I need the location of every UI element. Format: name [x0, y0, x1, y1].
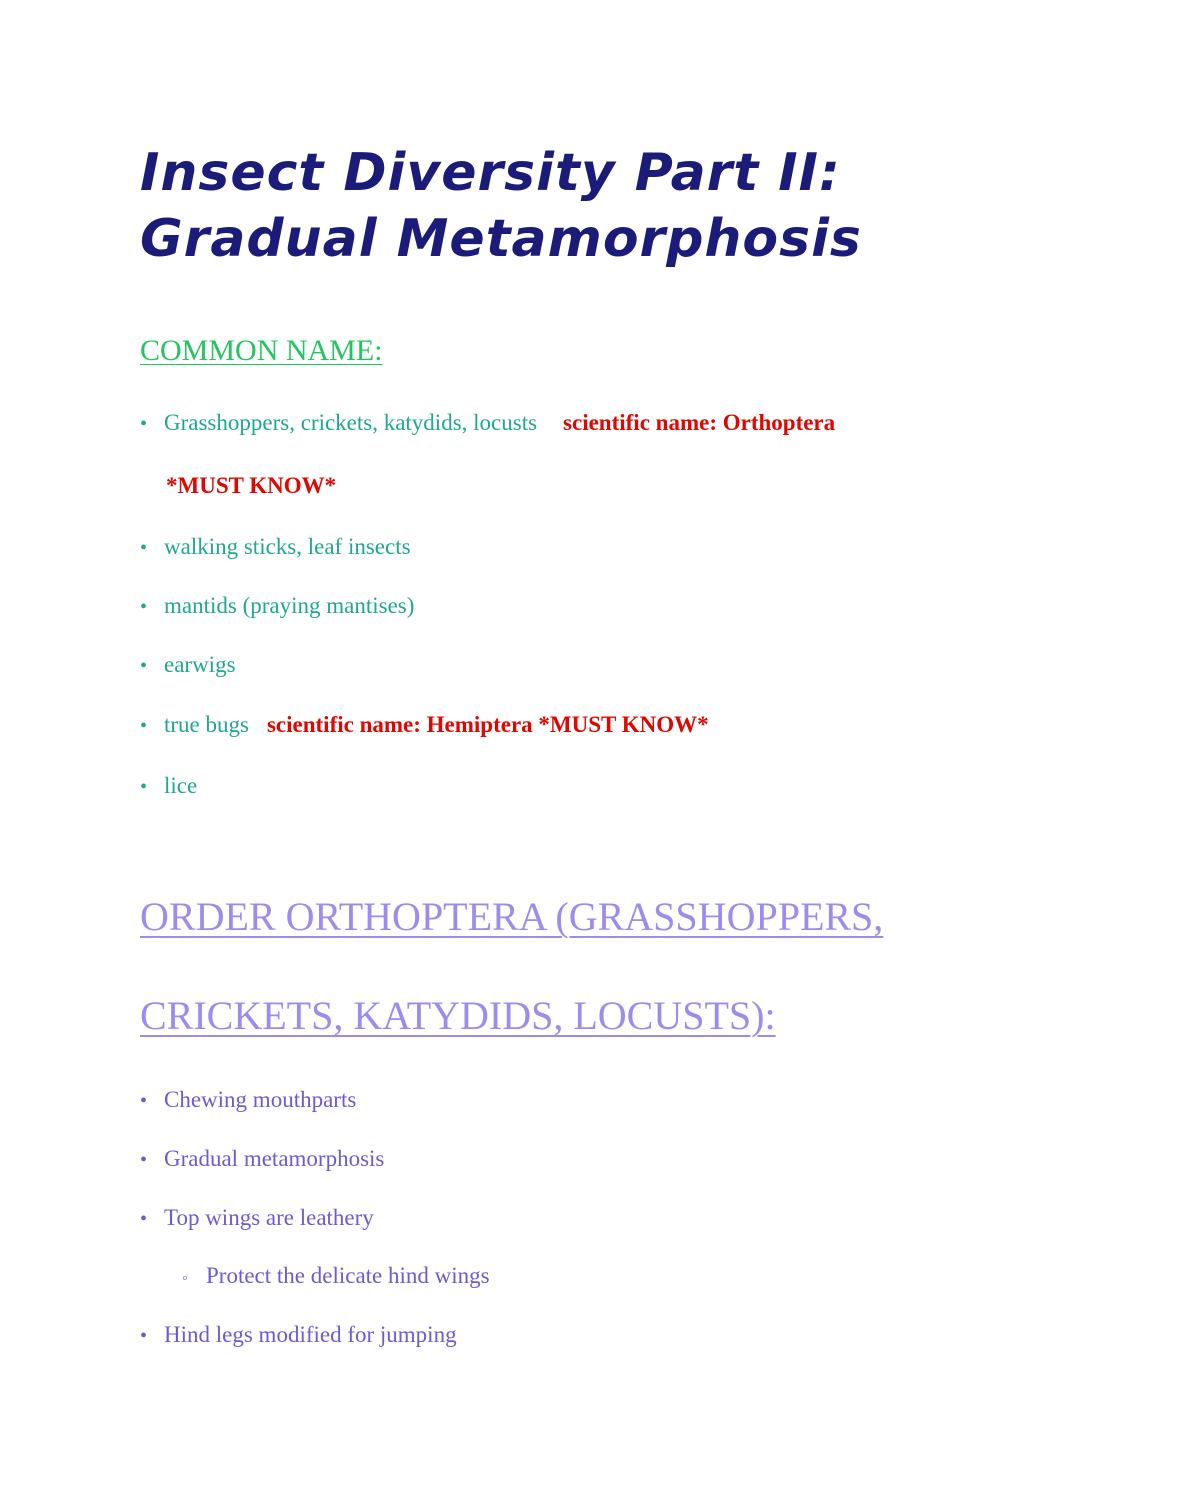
bullet-icon: • — [140, 413, 148, 435]
scientific-name-note: scientific name: Orthoptera — [563, 410, 836, 435]
list-item — [140, 773, 197, 807]
list-item-text: Chewing mouthparts — [164, 1087, 357, 1112]
list-item — [140, 410, 835, 444]
list-item-text: Gradual metamorphosis — [164, 1146, 385, 1171]
bullet-icon: • — [140, 1208, 148, 1230]
bullet-icon: • — [140, 1149, 148, 1171]
sub-list-item-text: Protect the delicate hind wings — [206, 1263, 490, 1288]
list-item-text: Grasshoppers, crickets, katydids, locusts — [164, 410, 538, 435]
must-know-note — [166, 473, 336, 507]
list-item — [140, 1146, 384, 1180]
list-item — [140, 593, 414, 627]
list-item — [140, 534, 411, 568]
list-item — [140, 1087, 356, 1121]
list-item-text: lice — [164, 773, 198, 798]
common-name-heading: COMMON NAME: — [140, 334, 383, 367]
list-item-text: Hind legs modified for jumping — [164, 1322, 457, 1347]
bullet-icon: • — [140, 655, 148, 677]
list-item — [140, 712, 709, 746]
sub-bullet-icon: ◦ — [182, 1270, 188, 1287]
list-item-text: Top wings are leathery — [164, 1205, 374, 1230]
list-item-text: true bugs — [164, 712, 249, 737]
page-title-line-2: Gradual Metamorphosis — [140, 209, 862, 269]
list-item-text: mantids (praying mantises) — [164, 593, 415, 618]
list-item — [140, 1205, 374, 1239]
must-know-text: *MUST KNOW* — [166, 473, 337, 498]
scientific-name-note: scientific name: Hemiptera *MUST KNOW* — [266, 712, 709, 737]
bullet-icon: • — [140, 1325, 148, 1347]
list-item — [140, 1322, 457, 1356]
bullet-icon: • — [140, 537, 148, 559]
page-title — [140, 140, 862, 272]
bullet-icon: • — [140, 596, 148, 618]
orthoptera-heading-line-1: ORDER ORTHOPTERA (GRASSHOPPERS, — [140, 894, 884, 939]
bullet-icon: • — [140, 715, 148, 737]
bullet-icon: • — [140, 1090, 148, 1112]
list-item-text: walking sticks, leaf insects — [164, 534, 411, 559]
list-item — [140, 652, 236, 686]
page-title-line-1: Insect Diversity Part II: — [140, 143, 841, 203]
list-item-text: earwigs — [164, 652, 236, 677]
sub-list-item — [182, 1263, 490, 1297]
bullet-icon: • — [140, 776, 148, 798]
orthoptera-heading-line-2: CRICKETS, KATYDIDS, LOCUSTS): — [140, 993, 776, 1038]
